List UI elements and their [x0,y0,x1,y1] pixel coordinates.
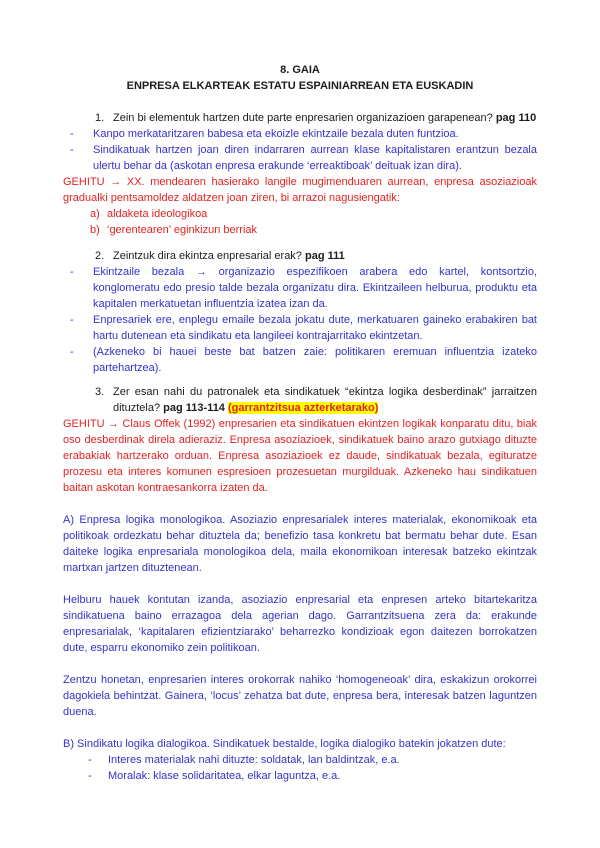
question-2 [63,248,537,264]
answer-bullet-q2-2 [63,312,537,344]
sub-item-a [63,206,537,222]
dash-marker: - [70,346,74,358]
answer-bullet-b-2 [63,768,537,784]
doc-title [63,62,537,94]
answer-bullet-q1-2 [63,142,537,174]
answer-bullet-q2-1 [63,264,537,312]
question-1 [63,110,537,126]
sub-item-text: aldaketa ideologikoa [107,208,208,220]
answer-bullet-text: Ekintzaile bezala → organizazio espezifikoen arabera edo kartel, kontsortzio, konglomeratu edo presio talde bezala organizatu dira. Ekintzaileen helburua, produktu eta kapitalen merkatuetan influentzia izatea izan da. [93,266,537,310]
question-2-text: Zeintzuk dira ekintza enpresarial erak? [113,250,302,262]
gehitu-note-2: GEHITU → Claus Offek (1992) enpresarien eta sindikatuen ekintzen logikak konparatu ditu, biak oso desberdinak direla adieraziz. Enpresa asoziazioek, sindikatuek baino arazo gutxiago dituzte erabakiak hartzerako orduan. Enpresa asoziazioek ez daude, sindikatuak bezala, egituratze prozesu eta interes komunen espresioen prozesuetan murgilduak. Azkeneko hau sindikatuen baitan askotan kontraesankorra izaten da. [63,418,537,494]
answer-bullet-q1-1 [63,126,537,142]
doc-title-line2: ENPRESA ELKARTEAK ESTATU ESPAINIARREAN ETA EUSKADIN [126,80,474,92]
paragraph-logic-a: A) Enpresa logika monologikoa. Asoziazio enpresarialek interes materialak, ekonomikoak eta politikoak ordezkatu behar dituztela da; benefizio tasa konkretu bat bermatu behar dute. Esan daiteke logika enpresariala monologikoa dela, maila ekonomikoan interesak batzeko ekintzak martxan jartzen dituztenean. [63,514,537,574]
question-1-page-ref: pag 110 [495,112,537,124]
sub-item-b [63,222,537,238]
sub-item-text: ‘gerentearen’ eginkizun berriak [107,224,258,236]
gehitu-note-1: GEHITU → XX. mendearen hasierako langile mugimenduaren aurrean, enpresa asoziazioak gradualki pentsamoldez aldatzen joan ziren, bi arrazoi nagusiengatik: [63,176,537,204]
question-2-page-ref: pag 111 [305,250,345,262]
sub-item-marker: a) [90,208,100,220]
dash-marker: - [70,128,74,140]
dash-marker: - [88,770,92,782]
question-3-text: Zer esan nahi du patronalek eta sindikatuek “ekintza logika desberdinak” jarraitzen dituztela? [113,386,537,414]
dash-marker: - [70,144,74,156]
dash-marker: - [70,266,74,278]
doc-title-line1: 8. GAIA [280,64,320,76]
answer-bullet-q2-3 [63,344,537,376]
question-3 [63,384,537,416]
paragraph-logic-b-intro: B) Sindikatu logika dialogikoa. Sindikatuek bestalde, logika dialogiko batekin jokatzen dute: [63,738,506,750]
dash-marker: - [88,754,92,766]
answer-bullet-text: Interes materialak nahi dituzte: soldatak, lan baldintzak, e.a. [108,754,400,766]
question-1-number: 1. [95,112,105,124]
answer-bullet-text: Kanpo merkataritzaren babesa eta ekoizle ekintzaile bezala duten funtzioa. [93,128,459,140]
answer-bullet-b-1 [63,752,537,768]
question-3-page-ref: pag 113-114 [163,402,225,414]
answer-bullet-text: Moralak: klase solidaritatea, elkar laguntza, e.a. [108,770,341,782]
question-2-number: 2. [95,250,105,262]
answer-bullet-text: Sindikatuak hartzen joan diren indarraren aurrean klase kapitalistaren erantzun bezala ulertu behar da (askotan enpresa erakunde ‘erreaktiboak’ deituak izan dira). [93,144,537,172]
question-1-text: Zein bi elementuk hartzen dute parte enpresarien organizazioen garapenean? [113,112,493,124]
highlighted-exam-note: (garrantzitsua azterketarako) [228,402,379,414]
dash-marker: - [70,314,74,326]
sub-item-marker: b) [90,224,100,236]
answer-bullet-text: Enpresariek ere, enplegu emaile bezala jokatu dute, merkatuaren gaineko erabakiren bat hartu dutenean eta sindikatu eta langileei kontrajarritako ekintzetan. [93,314,537,342]
paragraph-helburu: Helburu hauek kontutan izanda, asoziazio enpresarial eta enpresen arteko bitartekaritza sindikatuena baino errazagoa dela agerian dago. Garrantzitsuena zera da: erakunde enpresarialak, ‘kapitalaren efizientziarako’ beharrezko kondizioak egon daitezen borrokatzen dute, esparru ekonomiko zein politikoan. [63,594,537,654]
paragraph-zentzu: Zentzu honetan, enpresarien interes orokorrak nahiko ‘homogeneoak’ dira, eskakizun orokorrei dagokiela behintzat. Gainera, ‘locus’ zehatza bat dute, enpresa bera, interesak batzen laguntzen duena. [63,674,537,718]
question-3-number: 3. [95,386,105,398]
answer-bullet-text: (Azkeneko bi hauei beste bat batzen zaie: politikaren eremuan influentzia izateko partehartzea). [93,346,537,374]
